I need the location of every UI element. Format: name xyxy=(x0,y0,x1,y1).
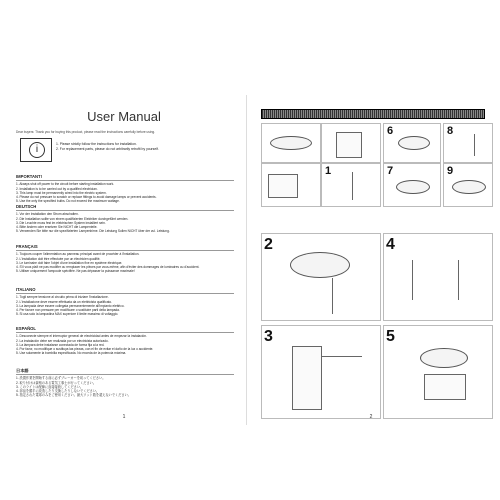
section-line: 3. This lamp must be permanently wired into the electric system. xyxy=(16,190,107,195)
connector-line xyxy=(332,278,333,314)
warning-lines xyxy=(56,142,234,152)
info-icon: i xyxy=(29,142,45,158)
section-line: 2. La instalación debe ser realizada por un electricista autorizado. xyxy=(16,338,109,343)
diagram-step-4 xyxy=(383,233,493,321)
section-line: 1. Vor der Installation den Strom abschalten. xyxy=(16,212,79,217)
section-heading: ESPAÑOL xyxy=(16,326,36,331)
wiring-box-icon xyxy=(292,346,322,410)
diagram-cell xyxy=(443,163,493,207)
section-line: 1. Always shut off power to the circuit before starting installation work. xyxy=(16,182,115,187)
step-number: 1 xyxy=(325,165,332,177)
section-line: 2. L'installation doit être effectuée par un électricien qualifié. xyxy=(16,256,101,261)
section-line: 3. Le luminaire doit faire l'objet d'une installation fixe en système électrique. xyxy=(16,260,123,265)
diagram-cell xyxy=(383,163,441,207)
diagram-cell xyxy=(261,123,321,163)
diagram-cell xyxy=(321,123,381,163)
section-espanol xyxy=(16,327,234,356)
section-line: 1. Desconecte siempre el interruptor general de electricidad antes de empezar la instalación. xyxy=(16,334,147,339)
box-icon xyxy=(336,132,362,158)
section-heading: 日本語 xyxy=(16,368,29,373)
connector-line xyxy=(474,134,475,156)
section-japanese xyxy=(16,369,234,398)
step-number: 4 xyxy=(386,236,395,253)
step-number: 6 xyxy=(387,125,394,137)
ceiling-lamp-icon xyxy=(452,180,486,194)
diagram-cell xyxy=(321,163,381,207)
section-line: 5. 指定された電球のみをご使用ください。最大ワット数を超えないでください。 xyxy=(16,393,131,398)
section-line: 4. Per favore non pressare per modificare o sostituire parti della lampada. xyxy=(16,308,120,313)
section-deutsch xyxy=(16,205,234,234)
box-icon xyxy=(268,174,298,198)
section-line: 4. Por favor, no modifique o sustituya las piezas, con el fin de evitar el daño de la luz o accidente. xyxy=(16,347,154,352)
diagram-cell xyxy=(443,123,493,163)
drill-icon xyxy=(352,172,353,200)
section-line: 2. Installation is to be carried out by a qualified electrician. xyxy=(16,186,98,191)
section-line: 3. Die Leuchte muss fest im elektrischen System installiert sein. xyxy=(16,220,106,225)
manual-intro: Dear buyers: Thank you for buying this product, please read the instructions carefully before using. xyxy=(16,130,156,134)
diagram-step-3 xyxy=(261,325,381,419)
manual-title: User Manual xyxy=(87,109,161,124)
ceiling-lamp-icon xyxy=(420,348,468,368)
section-line: 1. Togli sempre tensione al circuito prima di iniziare l'installazione. xyxy=(16,295,109,300)
section-line: 4. 部品を勝手に改造したり交換したりしないでください。 xyxy=(16,389,100,394)
header-strip xyxy=(261,109,485,119)
page-number-right: 2 xyxy=(369,414,373,420)
diagram-cell xyxy=(261,163,321,207)
section-line: 4. Please do not pressure to scratch or replace fittings to avoid damage lamps or prevent accidents. xyxy=(16,195,157,200)
section-line: 2. 取り付けは資格のある電気工事士が行ってください。 xyxy=(16,380,97,385)
section-line: 3. La lámpara debe instalarse conectada de forma fija a la red. xyxy=(16,342,105,347)
connector-line xyxy=(458,260,459,300)
step-number: 5 xyxy=(386,328,395,345)
section-line: 4. S'il vous plaît ne pas modifier ou remplacer les pièces par vous-même, afin d'éviter des dommages de luminaires ou d'accident. xyxy=(16,265,200,270)
connector-line xyxy=(322,356,362,357)
section-line: 3. このライトは配線に直接接続してください。 xyxy=(16,384,84,389)
section-line: 2. L'installazione deve essere effettuata da un elettricista qualificato. xyxy=(16,299,113,304)
section-heading: DEUTSCH xyxy=(16,204,37,209)
warning-box xyxy=(20,138,52,162)
section-line: 5. Utiliser uniquement l'ampoule spécifiée. Ne pas dépasser la puissance maximale! xyxy=(16,269,135,274)
ceiling-lamp-icon xyxy=(396,180,430,194)
warning-line: 2. For replacement parts, please do not arbitrarily retrofit by yourself. xyxy=(56,147,159,151)
diagram-step-2 xyxy=(261,233,381,321)
section-important xyxy=(16,175,234,204)
section-line: 5. Verwenden Sie bitte nur die spezifizierten Lampenbirne. Die Leistung Sollen NICHT über der zul. Leistung. xyxy=(16,229,170,234)
section-heading: FRANÇAIS xyxy=(16,244,38,249)
diagram-step-5 xyxy=(383,325,493,419)
section-line: 5. Use the only the specified bulbs. Do not exceed the maximum wattage. xyxy=(16,199,120,204)
section-line: 3. La lampada deve essere collegata permanentemente all'impianto elettrico. xyxy=(16,303,125,308)
step-number: 2 xyxy=(264,236,273,253)
diagram-cell xyxy=(383,123,441,163)
page-number-left: 1 xyxy=(122,414,126,420)
section-line: 4. Bitte ändern oder ersetzen Sie NICHT die Lampenteile. xyxy=(16,225,98,230)
ceiling-lamp-icon xyxy=(270,136,312,150)
section-line: 1. 設置作業を開始する前に必ずブレーカーを切ってください。 xyxy=(16,376,106,381)
mounting-plate-icon xyxy=(290,252,350,278)
step-number: 7 xyxy=(387,165,394,177)
section-francais xyxy=(16,245,234,274)
section-line: 2. Die Installation sollte von einem qualifizierten Elektriker durchgeführt werden. xyxy=(16,216,129,221)
section-line: 5. Si usa solo la lampadina MAX superiore il limite massimo di voltaggio. xyxy=(16,312,119,317)
connector-line xyxy=(412,260,413,300)
section-italiano xyxy=(16,288,234,317)
ceiling-lamp-icon xyxy=(398,136,430,150)
diagram-detail-icon xyxy=(424,374,466,400)
section-line: 1. Toujours couper l'alimentation au panneau principal avant de procéder à l'installation. xyxy=(16,252,140,257)
step-number: 3 xyxy=(264,328,273,345)
manual-page-left xyxy=(10,95,238,425)
warning-line: 1. Please strictly follow the instructions for installation. xyxy=(56,142,137,146)
manual-page-right xyxy=(246,95,495,425)
section-heading: IMPORTANT! xyxy=(16,174,42,179)
step-number: 8 xyxy=(447,125,454,137)
section-heading: ITALIANO xyxy=(16,287,36,292)
section-line: 5. Use solamente la bombilla especificada. No exceda de la potencia máxima. xyxy=(16,351,127,356)
step-number: 9 xyxy=(447,165,454,177)
